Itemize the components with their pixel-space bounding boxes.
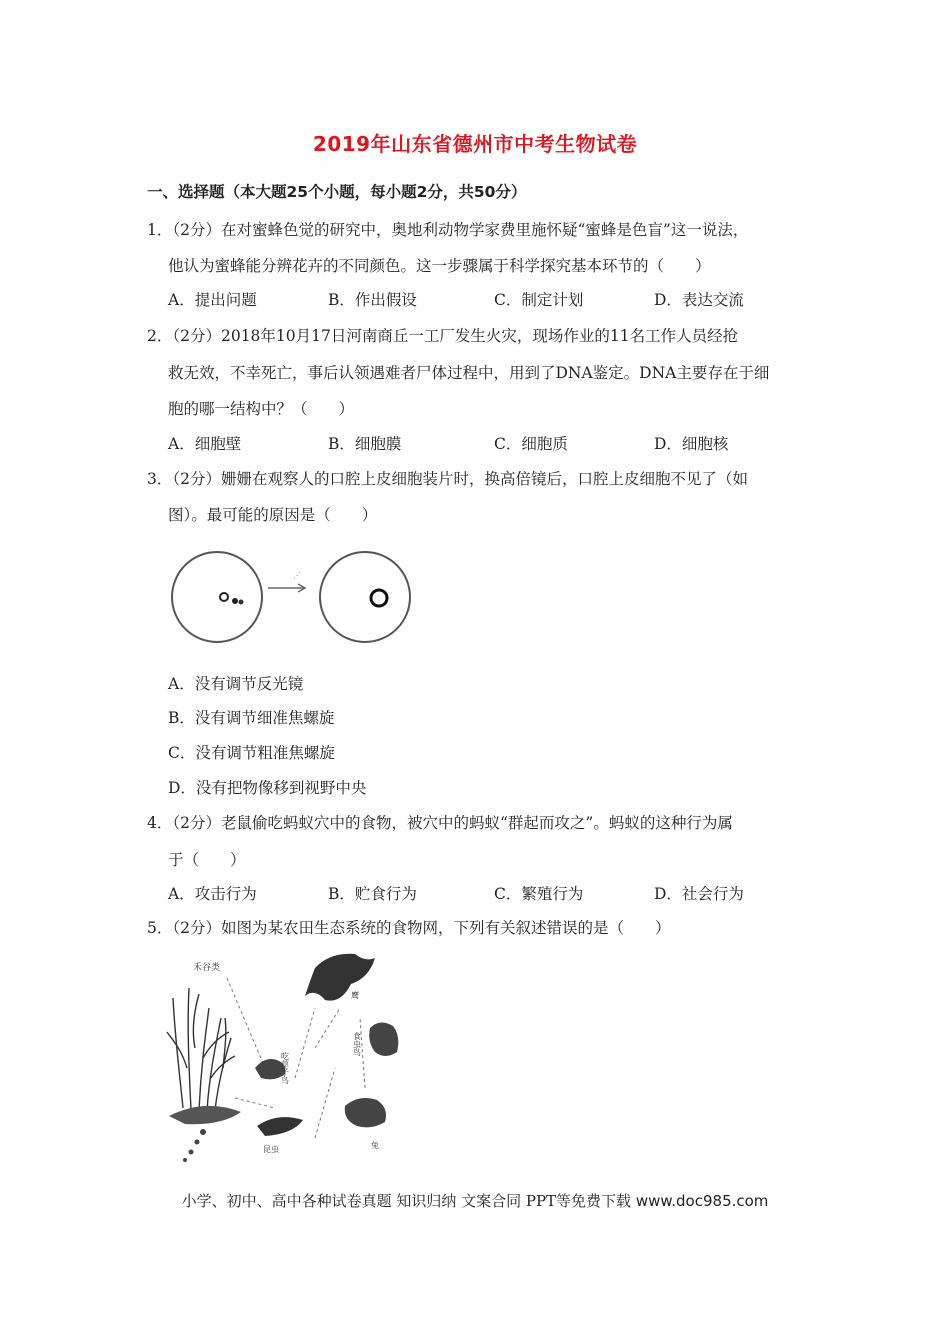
question-2-option-b: B．细胞膜 <box>328 435 402 453</box>
question-2-option-d: D．细胞核 <box>654 435 729 453</box>
label-insect: 昆虫 <box>263 1145 279 1154</box>
high-power-field-circle <box>320 552 410 642</box>
insect-bird-icon <box>369 1022 398 1056</box>
label-rice: 禾谷类 <box>193 963 221 973</box>
question-1-line-2: 他认为蜜蜂能分辨花卉的不同颜色。这一步骤属于科学探究基本环节的（ ） <box>168 257 711 275</box>
microscope-field-figure <box>165 538 415 660</box>
footer-text: 小学、初中、高中各种试卷真题 知识归纳 文案合同 PPT等免费下载 <box>181 1192 632 1210</box>
label-insect-bird: 食虫鸟 <box>352 1032 362 1056</box>
roots-icon <box>183 1129 206 1162</box>
question-2-line-3: 胞的哪一结构中？（ ） <box>168 400 355 418</box>
food-web-arrows <box>227 978 365 1138</box>
cell-small-2 <box>232 598 238 604</box>
question-2-line-1: 2．（2分）2018年10月17日河南商丘一工厂发生火灾，现场作业的11名工作人员经抢 <box>147 327 739 345</box>
insect-icon <box>257 1117 303 1136</box>
rabbit-icon <box>345 1098 386 1127</box>
eagle-icon <box>305 954 375 1001</box>
question-1-option-b: B．作出假设 <box>328 291 417 309</box>
question-4-option-c: C．繁殖行为 <box>494 885 584 903</box>
question-1-option-d: D．表达交流 <box>654 291 744 309</box>
cell-small-1 <box>220 593 228 601</box>
label-seed-bird: 吃草子鸟 <box>280 1052 290 1084</box>
exam-title: 2019年山东省德州市中考生物试卷 <box>312 132 638 156</box>
question-2-line-2: 救无效，不幸死亡，事后认领遇难者尸体过程中，用到了DNA鉴定。DNA主要存在于细 <box>168 364 770 382</box>
question-3-option-c: C．没有调节粗准焦螺旋 <box>168 744 335 762</box>
arrow-icon <box>268 571 305 592</box>
svg-text:⋰: ⋰ <box>293 571 301 580</box>
question-2-option-c: C．细胞质 <box>494 435 568 453</box>
question-5-line-1: 5．（2分）如图为某农田生态系统的食物网，下列有关叙述错误的是（ ） <box>147 919 671 937</box>
low-power-field-circle <box>172 552 262 642</box>
question-4-option-d: D．社会行为 <box>654 885 744 903</box>
question-3-line-1: 3．（2分）姗姗在观察人的口腔上皮细胞装片时，换高倍镜后，口腔上皮细胞不见了（如 <box>147 470 748 488</box>
question-3-option-d: D．没有把物像移到视野中央 <box>168 779 367 797</box>
question-3-line-2: 图）。最可能的原因是（ ） <box>168 506 378 524</box>
cell-large <box>371 590 387 606</box>
soil-icon <box>169 1106 241 1124</box>
question-2-option-a: A．细胞壁 <box>168 435 242 453</box>
label-rabbit: 兔 <box>371 1141 379 1150</box>
cell-small-3 <box>239 600 244 605</box>
question-1-option-c: C．制定计划 <box>494 291 584 309</box>
label-eagle: 鹰 <box>351 991 359 1000</box>
question-4-line-2: 于（ ） <box>168 851 246 869</box>
question-1-option-a: A．提出问题 <box>168 291 257 309</box>
section-header: 一、选择题（本大题25个小题，每小题2分，共50分） <box>147 183 527 201</box>
question-3-option-a: A．没有调节反光镜 <box>168 675 304 693</box>
rice-plant-icon <box>167 988 235 1111</box>
question-4-option-b: B．贮食行为 <box>328 885 417 903</box>
question-1-line-1: 1．（2分）在对蜜蜂色觉的研究中，奥地利动物学家费里施怀疑“蜜蜂是色盲”这一说法， <box>147 221 749 239</box>
question-4-line-1: 4．（2分）老鼠偷吃蚂蚁穴中的食物，被穴中的蚂蚁“群起而攻之”。蚂蚁的这种行为属 <box>147 814 733 832</box>
food-web-figure <box>165 948 425 1170</box>
footer-url[interactable]: www.doc985.com <box>635 1192 769 1210</box>
question-4-option-a: A．攻击行为 <box>168 885 257 903</box>
footer <box>0 1190 950 1211</box>
question-3-option-b: B．没有调节细准焦螺旋 <box>168 709 335 727</box>
